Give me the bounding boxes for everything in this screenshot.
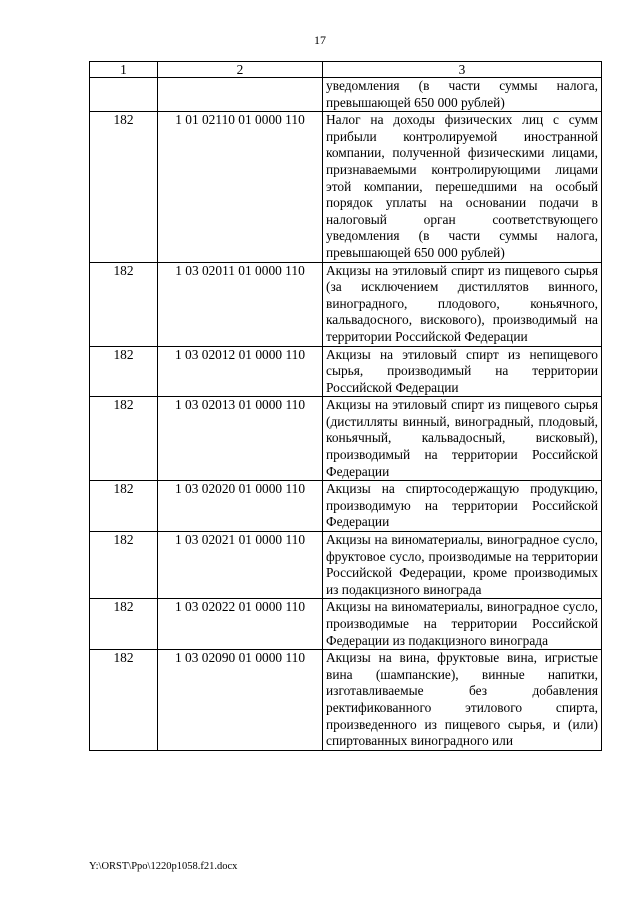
kbk-code-cell: 1 03 02012 01 0000 110	[158, 346, 323, 397]
empty-cell	[158, 78, 323, 112]
table-row	[90, 532, 602, 599]
table-row	[90, 112, 602, 262]
table-row	[90, 346, 602, 397]
footer-file-path: Y:\ORST\Ppo\1220p1058.f21.docx	[89, 861, 238, 872]
table-row	[90, 262, 602, 346]
description-cell: Акцизы на этиловый спирт из непищевого сырья, производимый на территории Российской Федерации	[323, 346, 602, 397]
kbk-code-cell: 1 03 02011 01 0000 110	[158, 262, 323, 346]
kbk-code-cell: 1 03 02020 01 0000 110	[158, 481, 323, 532]
description-cell: Акцизы на виноматериалы, виноградное сусло, фруктовое сусло, производимые на территории Российской Федерации, кроме производимых из подакцизного винограда	[323, 532, 602, 599]
kbk-code-cell: 1 03 02013 01 0000 110	[158, 397, 323, 481]
table-row-continuation	[90, 78, 602, 112]
column-header-2: 2	[158, 62, 323, 78]
admin-code-cell: 182	[90, 650, 158, 751]
table-row	[90, 397, 602, 481]
admin-code-cell: 182	[90, 397, 158, 481]
admin-code-cell: 182	[90, 599, 158, 650]
continuation-text: уведомления (в части суммы налога, превышающей 650 000 рублей)	[323, 78, 602, 112]
admin-code-cell: 182	[90, 262, 158, 346]
kbk-code-cell: 1 01 02110 01 0000 110	[158, 112, 323, 262]
empty-cell	[90, 78, 158, 112]
column-header-1: 1	[90, 62, 158, 78]
table-header-row	[90, 62, 602, 78]
kbk-code-cell: 1 03 02021 01 0000 110	[158, 532, 323, 599]
table-body	[90, 78, 602, 751]
table-row	[90, 481, 602, 532]
description-cell: Акцизы на этиловый спирт из пищевого сырья (дистилляты винный, виноградный, плодовый, коньячный, кальвадосный, висковый), производимый на территории Российской Федерации	[323, 397, 602, 481]
admin-code-cell: 182	[90, 532, 158, 599]
kbk-code-cell: 1 03 02022 01 0000 110	[158, 599, 323, 650]
description-cell: Акцизы на вина, фруктовые вина, игристые вина (шампанские), винные напитки, изготавливаемые без добавления ректификованного этилового спирта, произведенного из пищевого сырья, и (или) спиртованных виноградного или	[323, 650, 602, 751]
description-cell: Акцизы на виноматериалы, виноградное сусло, производимые на территории Российской Федерации из подакцизного винограда	[323, 599, 602, 650]
description-cell: Акцизы на спиртосодержащую продукцию, производимую на территории Российской Федерации	[323, 481, 602, 532]
admin-code-cell: 182	[90, 481, 158, 532]
column-header-3: 3	[323, 62, 602, 78]
kbk-code-cell: 1 03 02090 01 0000 110	[158, 650, 323, 751]
admin-code-cell: 182	[90, 346, 158, 397]
description-cell: Налог на доходы физических лиц с сумм прибыли контролируемой иностранной компании, полученной физическими лицами, признаваемыми контролирующими лицами этой компании, перешедшими на особый порядок уплаты на основании подачи в налоговый орган соответствующего уведомления (в части суммы налога, превышающей 650 000 рублей)	[323, 112, 602, 262]
revenue-codes-table	[89, 61, 602, 751]
description-cell: Акцизы на этиловый спирт из пищевого сырья (за исключением дистиллятов винного, виноградного, плодового, коньячного, кальвадосного, вискового), производимый на территории Российской Федерации	[323, 262, 602, 346]
table-row	[90, 599, 602, 650]
table-row	[90, 650, 602, 751]
admin-code-cell: 182	[90, 112, 158, 262]
page-number: 17	[314, 33, 326, 47]
